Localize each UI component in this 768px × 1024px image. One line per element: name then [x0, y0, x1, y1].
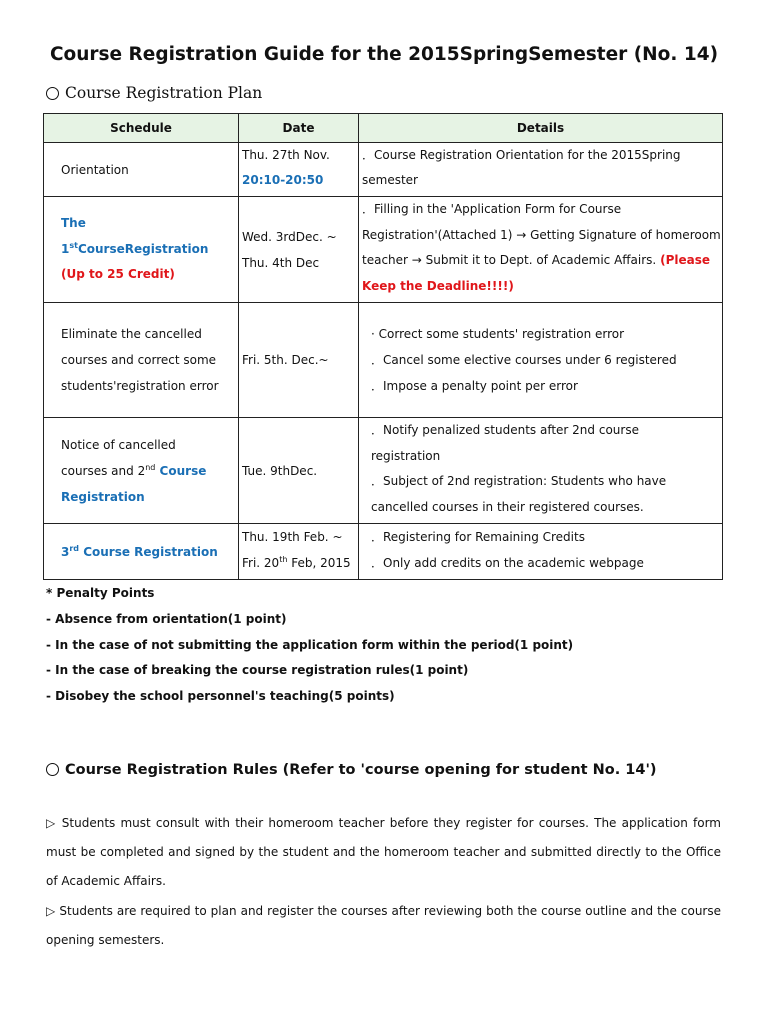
rule-paragraph: ▷ Students must consult with their homeroom teacher before they register for courses. The application form must be completed and signed by the student and the homeroom teacher and submitted directly to the Office of Academic Affairs. [46, 816, 721, 888]
rule-paragraph: ▷ Students are required to plan and register the courses after reviewing both the course outline and the course opening semesters. [46, 904, 721, 947]
rules-heading: Course Registration Rules (Refer to 'course opening for student No. 14') [46, 762, 657, 778]
details-cell: ．Course Registration Orientation for the 2015Spring semester [359, 143, 723, 197]
page-title: Course Registration Guide for the 2015SpringSemester (No. 14) [49, 44, 719, 65]
list-item: - Disobey the school personnel's teaching(5 points) [46, 689, 395, 704]
schedule-cell: Notice of cancelled courses and 2nd Course Registration [44, 418, 239, 524]
schedule-cell: The 1stCourseRegistration (Up to 25 Credit) [44, 197, 239, 303]
header-schedule: Schedule [44, 114, 239, 143]
penalty-points-list [46, 581, 573, 710]
penalty-heading: * Penalty Points [46, 586, 155, 600]
circle-bullet-icon [46, 87, 59, 100]
registration-plan-table [43, 113, 723, 580]
circle-bullet-icon [46, 763, 59, 776]
details-cell: ．Filling in the 'Application Form for Course Registration'(Attached 1) → Getting Signature of homeroom teacher → Submit it to Dept. of Academic Affairs. (Please Keep the Deadline!!!!) [359, 197, 723, 303]
plan-heading: Course Registration Plan [46, 84, 262, 102]
schedule-cell: Orientation [44, 143, 239, 197]
table-row [44, 197, 723, 303]
list-item: - Absence from orientation(1 point) [46, 611, 287, 626]
table-header-row [44, 114, 723, 143]
details-cell: · Correct some students' registration error ．Cancel some elective courses under 6 registered ．Impose a penalty point per error [359, 303, 723, 418]
list-item: - In the case of breaking the course registration rules(1 point) [46, 663, 469, 678]
date-cell: Wed. 3rdDec. ~ Thu. 4th Dec [239, 197, 359, 303]
list-item: - In the case of not submitting the application form within the period(1 point) [46, 637, 574, 652]
schedule-cell: 3rd Course Registration [44, 524, 239, 580]
table-row [44, 418, 723, 524]
header-details: Details [359, 114, 723, 143]
date-cell: Thu. 19th Feb. ~ Fri. 20th Feb, 2015 [239, 524, 359, 580]
table-row [44, 303, 723, 418]
date-cell: Fri. 5th. Dec.~ [239, 303, 359, 418]
table-row [44, 143, 723, 197]
details-cell: ．Registering for Remaining Credits ．Only add credits on the academic webpage [359, 524, 723, 580]
header-date: Date [239, 114, 359, 143]
details-cell: ．Notify penalized students after 2nd course registration ．Subject of 2nd registration: Students who have cancelled courses in their registered courses. [359, 418, 723, 524]
date-cell: Tue. 9thDec. [239, 418, 359, 524]
table-row [44, 524, 723, 580]
schedule-cell: Eliminate the cancelled courses and correct some students'registration error [44, 303, 239, 418]
date-cell: Thu. 27th Nov. 20:10-20:50 [239, 143, 359, 197]
